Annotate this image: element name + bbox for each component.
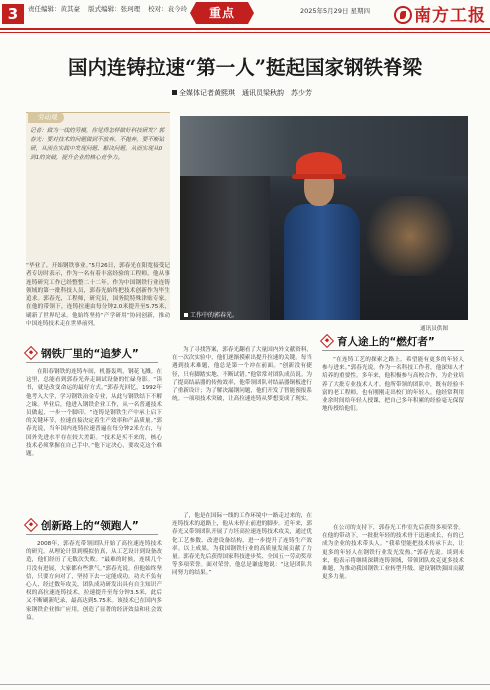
photo-credit: 通讯员供图 [420,326,448,332]
header-rule-thin [0,32,490,33]
photo-caption [184,310,238,319]
logo-text: 南方工报 [414,6,486,26]
caption-square-icon [184,313,188,317]
caption-text: 工作中的郭春光。 [190,312,239,319]
body-paragraph: 在阳春钢铁的连铸车间，机器轰鸣，钢花飞溅。在这里，总能看到郭春光奔走调试设备的忙碌身影。“读书，就是改变命运的最好方式。”郭春光回忆，1992年他考入大学，学习钢铁冶金专业，从此与钢铁结下不解之缘。毕业后，他进入钢铁企业工作，从一名普通技术员做起，一步一个脚印。“连铸是钢铁生产中承上启下的关键环节，拉速直接决定着生产效率和产品质量。”郭春光说，当年国内连铸拉速普遍在每分钟2米左右，与国外先进水平存在较大差距。“技术是买不来的，核心技术必须掌握在自己手中。”他下定决心，要攻克这个难题。 [26,369,162,458]
body-paragraph: 了，他是在国际一线的工作环境中一路走过来的，在连铸技术的道路上，他从未停止前进的脚步。近年来，郭春光又带领团队开展了方坯高拉速连铸技术攻关，通过优化工艺参数、改进设备结构，进一步提升了连铸生产效率。以上成果，为我国钢铁行业的高质量发展贡献了力量。郭春光先后获得国家科技进步奖、全国五一劳动奖章等多项荣誉。面对荣誉，他总是谦虚地说：“这是团队共同努力的结果。” [172,513,312,577]
section-title-mentor [322,334,435,349]
section-title-text: 育人途上的“燃灯者” [337,336,435,348]
section-rule [26,362,158,363]
column-2-top [172,346,312,508]
page-number: 3 [2,4,24,24]
photo-glow [360,196,460,276]
section-title-leader [26,518,139,533]
section-rule [26,534,158,535]
diamond-icon [24,346,38,360]
section-title-dreamer [26,346,139,361]
column-1-top [26,368,162,508]
body-paragraph: 2008年，郭春光带领团队开始了高拉速连铸技术的研究。从理论计算到模拟仿真，从工艺设计到设备改造，他们经历了无数次失败。“最难的时候，连续几个月没有进展，大家都有些泄气。”郭春光说，但他始终坚信，只要方向对了，坚持下去一定能成功。功夫不负有心人，经过数年攻关，团队成功研发出具有自主知识产权的高拉速连铸技术，拉速提升至每分钟3.5米，此后又不断刷新纪录，最高达到5.75米。该技术已在国内多家钢铁企业推广应用，创造了显著的经济效益和社会效益。 [26,541,162,621]
credit-layout: 版式编辑：张珂理 [88,5,141,13]
credit-editor: 责任编辑：黄其豪 [28,5,80,13]
intro-qa: 记者：做为一线的劳模，你觉得怎样做好科技研发？郭春光：要对技术的问题做到不放弃、不抛弃，要不断钻研，从而在实践中发现问题、解决问题，从而实现从0到1的突破，提升企业的核心竞争力。 [30,128,165,161]
body-paragraph: “在连铸工艺的探索之路上，希望能有更多的年轻人参与进来。”郭春光说。作为一名科技工作者，他深知人才培养的重要性。多年来，他积极参与高校合作，为企业培养了大批专业技术人才。他所带领的团队中，既有经验丰富的老工程师，也有刚刚走出校门的年轻人。他经常利用业余时间给年轻人授课，把自己多年积累的经验毫无保留地传授给他们。 [322,357,464,413]
photo-hard-hat-brim [292,174,346,179]
editor-credits [28,4,193,13]
section-title-text: 钢铁厂里的“追梦人” [41,348,139,360]
newspaper-logo [394,1,486,25]
page-header [0,0,490,36]
diamond-icon [24,518,38,532]
diamond-icon [320,334,334,348]
photo-machine [180,176,270,320]
page-bottom-rule [0,684,490,685]
section-rule [322,350,464,351]
article-byline [172,88,312,98]
byline-text: 全媒体记者黄熙琪 通讯员梁秋韵 苏少芳 [179,89,312,97]
column-2-bottom [172,512,312,682]
photo-worker-body [284,204,360,320]
article-photo [180,116,468,320]
body-paragraph: 在公司的支持下，郭春光工作室先后获得多项荣誉。在他的带动下，一批批年轻的技术骨干迅速成长，有的已成为企业的技术带头人。“我希望能把技术传承下去，让更多的年轻人在钢铁行业发光发热。”郭春光说。谈到未来，他表示将继续深耕连铸领域，带领团队攻克更多技术难题，为推动我国钢铁工业转型升级、建设钢铁强国贡献更多力量。 [322,525,464,581]
byline-square-icon [172,90,177,95]
intro-tag: 劳动观 [28,112,64,123]
logo-icon [394,6,412,24]
lead-paragraph: “毕业了，开始钢铁事业。”5月26日，郭春光在阳宽接受记者专访时表示，作为一名有着丰富经验的工程师，他从事连铸研究工作已经整整二十二年。作为中国钢铁行业连铸领域的第一批科技人员，郭春光始终把技术创新作为毕生追求。郭春光，工程师，研究员，国务院特殊津贴专家。在他的带领下，连铸拉速由每分钟2.0米提升至5.75米，刷新了世界纪录。他始终坚持“产学研用”协同创新，推动中国连铸技术走在世界前列。 [26,263,170,328]
section-tag: 重点 [196,2,248,24]
header-rule [0,28,490,30]
column-3-bottom [322,524,464,682]
column-1-bottom [26,540,162,680]
section-title-text: 创新路上的“领跑人” [41,520,139,532]
issue-date: 2025年5月29日 星期四 [300,7,371,15]
article-headline: 国内连铸拉速“第一人”挺起国家钢铁脊梁 [68,56,422,79]
column-3-top [322,356,464,520]
credit-proofread: 校对：袁今玲 [148,5,188,13]
body-paragraph: 为了寻找答案，郭春光翻看了大量国内外文献资料，在一次次实验中，他们逐渐摸索出提升拉速的关键。每当遇到技术难题，他总是第一个冲在前面。“创新没有捷径，只有脚踏实地、不断试错。”他常常对团队成员说。为了提高结晶器的传热效率，他带领团队对结晶器铜板进行了重新设计；为了解决漏钢问题，他们开发了智能预报系统。一项项技术突破，让高拉速连铸从梦想变成了现实。 [172,347,312,403]
